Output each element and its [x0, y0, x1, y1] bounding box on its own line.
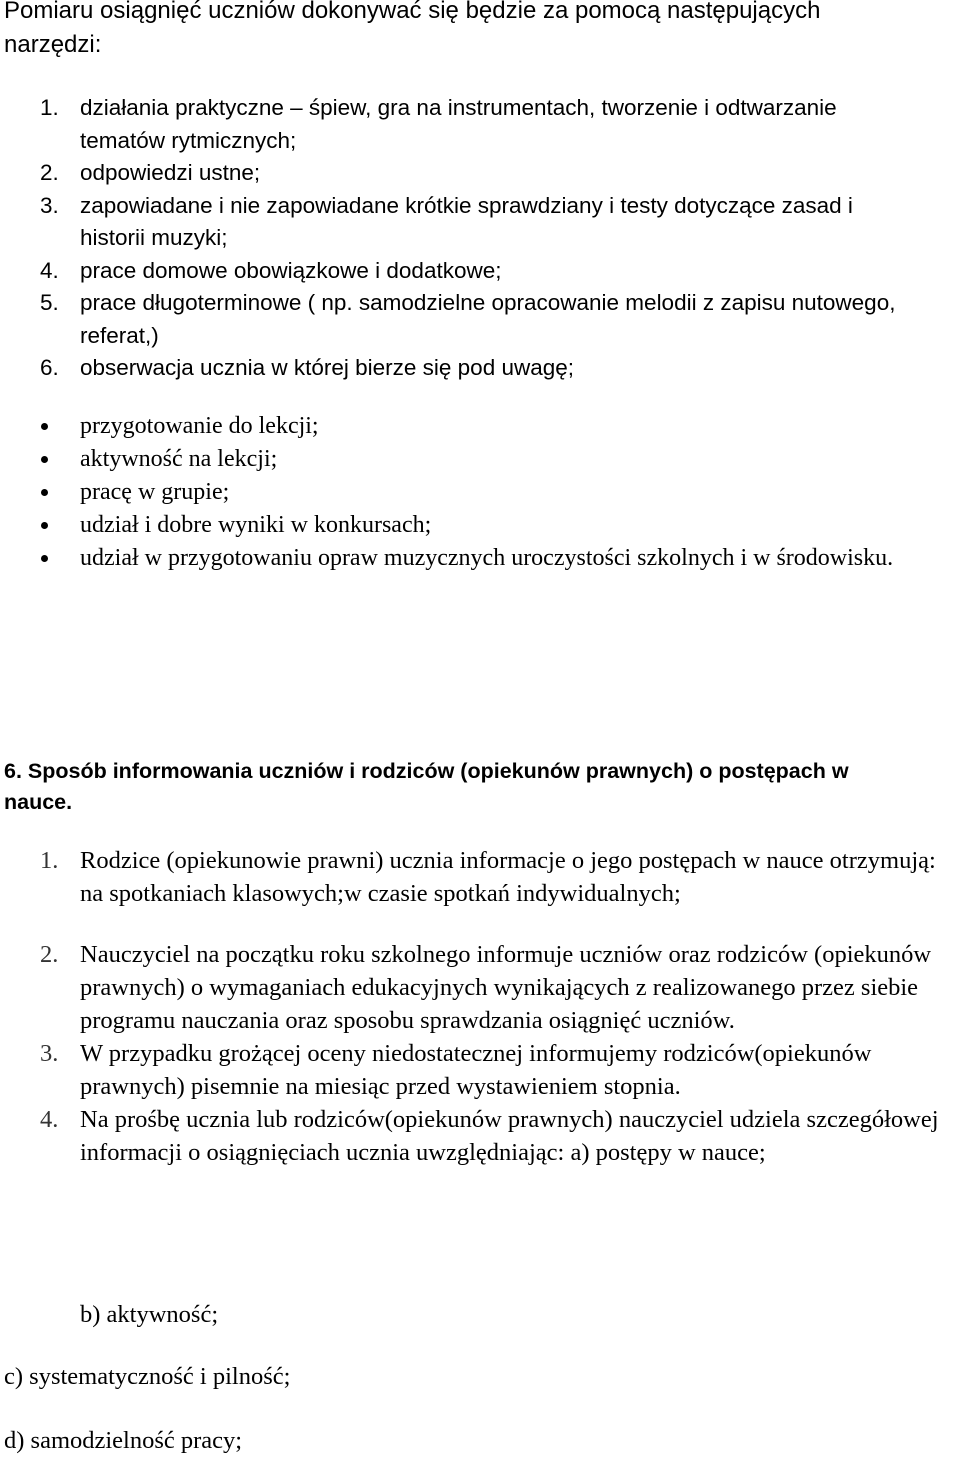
list-item-text: Na prośbę ucznia lub rodziców(opiekunów prawnych) nauczyciel udziela szczegółowej informacji o osiągnięciach ucznia uwzględniając: a) postępy w nauce;: [80, 1106, 939, 1166]
bullet-dot-icon: [41, 522, 48, 529]
section-heading: 6. Sposób informowania uczniów i rodziców (opiekunów prawnych) o postępach w nauce.: [4, 759, 849, 814]
bullet-text: pracę w grupie;: [80, 479, 230, 505]
sub-point-d: d) samodzielność pracy;: [4, 1427, 243, 1454]
list-item-text: Rodzice (opiekunowie prawni) ucznia informacje o jego postępach w nauce otrzymują: na spotkaniach klasowych;w czasie spotkań indywidualnych;: [80, 847, 936, 907]
list-number: 4.: [40, 257, 59, 283]
intro-paragraph: Pomiaru osiągnięć uczniów dokonywać się będzie za pomocą następujących narzędzi:: [4, 0, 821, 58]
bullet-item: [0, 410, 940, 443]
list-number: 4.: [40, 1106, 59, 1133]
list-item: [0, 938, 960, 1037]
list-item: [0, 255, 900, 288]
list-number: 3.: [40, 1040, 59, 1067]
information-list: [0, 844, 960, 910]
list-item-text: prace domowe obowiązkowe i dodatkowe;: [80, 257, 502, 283]
bullet-item: [0, 509, 940, 542]
bullet-dot-icon: [41, 489, 48, 496]
observation-criteria-list: [0, 410, 960, 575]
list-item-text: prace długoterminowe ( np. samodzielne opracowanie melodii z zapisu nutowego, referat,): [80, 290, 896, 348]
list-item: [0, 1037, 960, 1103]
bullet-dot-icon: [41, 423, 48, 430]
information-list-continued: [0, 938, 960, 1169]
bullet-item: [0, 476, 940, 509]
list-item: [0, 844, 960, 910]
bullet-dot-icon: [41, 456, 48, 463]
list-item: [0, 157, 900, 190]
list-item: [0, 190, 900, 255]
list-number: 2.: [40, 941, 59, 968]
assessment-tools-list: [0, 92, 960, 385]
list-number: 3.: [40, 192, 59, 218]
bullet-dot-icon: [41, 555, 48, 562]
sub-point-b: b) aktywność;: [80, 1301, 219, 1328]
bullet-text: udział i dobre wyniki w konkursach;: [80, 512, 432, 538]
bullet-text: przygotowanie do lekcji;: [80, 413, 319, 439]
list-item: [0, 1103, 960, 1169]
list-number: 1.: [40, 847, 59, 874]
list-item-text: działania praktyczne – śpiew, gra na instrumentach, tworzenie i odtwarzanie tematów rytmicznych;: [80, 95, 837, 153]
bullet-item: [0, 542, 940, 575]
bullet-text: aktywność na lekcji;: [80, 446, 278, 472]
list-number: 2.: [40, 160, 59, 185]
list-item: [0, 287, 900, 352]
sub-point-c: c) systematyczność i pilność;: [4, 1363, 291, 1390]
list-item-text: obserwacja ucznia w której bierze się pod uwagę;: [80, 355, 575, 380]
list-item: [0, 92, 900, 157]
bullet-text: udział w przygotowaniu opraw muzycznych uroczystości szkolnych i w środowisku.: [80, 545, 894, 571]
list-item: [0, 352, 900, 385]
list-number: 1.: [40, 95, 59, 120]
list-item-text: odpowiedzi ustne;: [80, 160, 261, 185]
list-item-text: W przypadku grożącej oceny niedostatecznej informujemy rodziców(opiekunów prawnych) pisemnie na miesiąc przed wystawieniem stopnia.: [80, 1040, 872, 1100]
bullet-item: [0, 443, 940, 476]
list-item-text: zapowiadane i nie zapowiadane krótkie sprawdziany i testy dotyczące zasad i historii muzyki;: [80, 192, 853, 250]
list-item-text: Nauczyciel na początku roku szkolnego informuje uczniów oraz rodziców (opiekunów prawnych) o wymaganiach edukacyjnych wynikających z realizowanego przez siebie programu nauczania oraz sposobu sprawdzania osiągnięć uczniów.: [80, 941, 932, 1034]
list-number: 5.: [40, 290, 59, 315]
list-number: 6.: [40, 355, 59, 380]
